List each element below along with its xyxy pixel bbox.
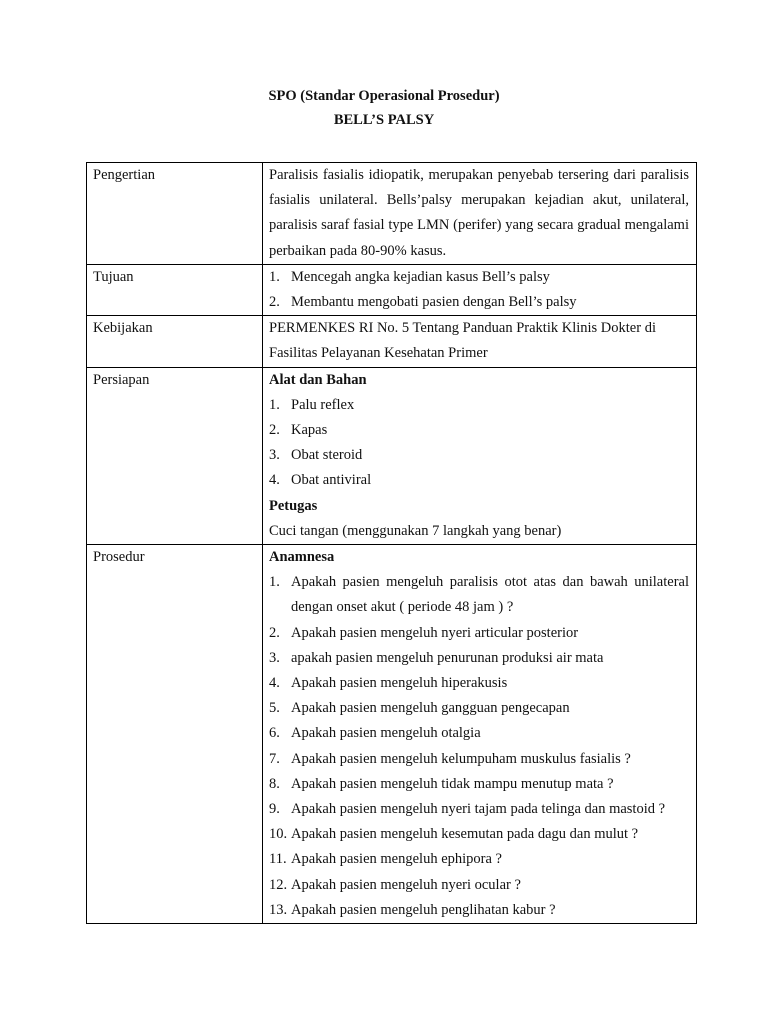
list-text: Apakah pasien mengeluh tidak mampu menutup mata ? xyxy=(291,775,614,792)
list-item xyxy=(269,797,689,822)
list-number: 1. xyxy=(269,396,280,413)
list-text: Apakah pasien mengeluh kelumpuham muskulus fasialis ? xyxy=(291,750,631,767)
list-text: Apakah pasien mengeluh gangguan pengecapan xyxy=(291,700,570,717)
row-label-kebijakan: Kebijakan xyxy=(87,316,263,367)
list-text: Apakah pasien mengeluh ephipora ? xyxy=(291,851,502,868)
row-label-tujuan: Tujuan xyxy=(87,264,263,315)
row-label-prosedur: Prosedur xyxy=(87,545,263,924)
list-text: Apakah pasien mengeluh paralisis otot atas dan bawah unilateral dengan onset akut ( periode 48 jam ) ? xyxy=(291,574,689,616)
row-label-persiapan: Persiapan xyxy=(87,367,263,544)
list-item xyxy=(269,721,689,746)
list-text: Apakah pasien mengeluh otalgia xyxy=(291,725,481,742)
list-text: Palu reflex xyxy=(291,396,355,413)
list-number: 7. xyxy=(269,750,280,767)
list-number: 12. xyxy=(269,876,288,893)
list-item xyxy=(269,822,689,847)
list-item xyxy=(269,873,689,898)
row-pengertian xyxy=(87,163,697,265)
list-number: 2. xyxy=(269,422,280,439)
list-number: 3. xyxy=(269,447,280,464)
row-kebijakan xyxy=(87,316,697,367)
list-item xyxy=(269,393,689,418)
list-text: Apakah pasien mengeluh hiperakusis xyxy=(291,675,508,692)
kebijakan-text: PERMENKES RI No. 5 Tentang Panduan Praktik Klinis Dokter di Fasilitas Pelayanan Kesehatan Primer xyxy=(263,316,697,367)
list-number: 4. xyxy=(269,675,280,692)
list-item xyxy=(269,847,689,872)
list-text: Obat steroid xyxy=(291,447,363,464)
list-item xyxy=(269,898,689,923)
list-item xyxy=(269,570,689,620)
list-item xyxy=(269,290,689,315)
list-number: 1. xyxy=(269,268,280,285)
list-item xyxy=(269,696,689,721)
row-prosedur xyxy=(87,545,697,924)
list-item xyxy=(269,671,689,696)
persiapan-content xyxy=(263,367,697,544)
list-text: Apakah pasien mengeluh nyeri articular posterior xyxy=(291,624,579,641)
list-text: Kapas xyxy=(291,422,328,439)
list-text: apakah pasien mengeluh penurunan produksi air mata xyxy=(291,649,604,666)
anamnesa-heading: Anamnesa xyxy=(269,549,335,566)
row-persiapan xyxy=(87,367,697,544)
list-item xyxy=(269,265,689,290)
list-item xyxy=(269,747,689,772)
list-number: 10. xyxy=(269,826,288,843)
list-text: Apakah pasien mengeluh kesemutan pada dagu dan mulut ? xyxy=(291,826,639,843)
list-item xyxy=(269,468,689,493)
list-text: Apakah pasien mengeluh nyeri tajam pada telinga dan mastoid ? xyxy=(291,801,666,818)
petugas-heading: Petugas xyxy=(269,497,318,514)
row-label-pengertian: Pengertian xyxy=(87,163,263,265)
list-text: Obat antiviral xyxy=(291,472,372,489)
list-item xyxy=(269,418,689,443)
list-number: 3. xyxy=(269,649,280,666)
list-text: Membantu mengobati pasien dengan Bell’s palsy xyxy=(291,294,577,311)
list-text: Apakah pasien mengeluh nyeri ocular ? xyxy=(291,876,521,893)
list-number: 5. xyxy=(269,700,280,717)
document-subtitle: BELL’S PALSY xyxy=(333,112,435,128)
prosedur-content xyxy=(263,545,697,924)
list-number: 1. xyxy=(269,574,280,591)
list-number: 6. xyxy=(269,725,280,742)
document-title: SPO (Standar Operasional Prosedur) xyxy=(268,88,500,104)
list-item xyxy=(269,646,689,671)
list-number: 2. xyxy=(269,294,280,311)
list-text: Mencegah angka kejadian kasus Bell’s palsy xyxy=(291,268,550,285)
list-number: 13. xyxy=(269,901,288,918)
row-tujuan xyxy=(87,264,697,315)
list-number: 11. xyxy=(269,851,287,868)
list-number: 9. xyxy=(269,801,280,818)
petugas-text: Cuci tangan (menggunakan 7 langkah yang benar) xyxy=(269,522,562,539)
list-text: Apakah pasien mengeluh penglihatan kabur ? xyxy=(291,901,556,918)
tujuan-list xyxy=(263,264,697,315)
pengertian-text: Paralisis fasialis idiopatik, merupakan penyebab tersering dari paralisis fasialis unilateral. Bells’palsy merupakan kejadian akut, unilateral, paralisis saraf fasial type LMN (perifer) yang secara gradual mengalami perbaikan pada 80-90% kasus. xyxy=(263,163,697,265)
list-item xyxy=(269,772,689,797)
list-item xyxy=(269,443,689,468)
list-item xyxy=(269,621,689,646)
spo-table xyxy=(86,162,697,924)
list-number: 8. xyxy=(269,775,280,792)
list-number: 4. xyxy=(269,472,280,489)
list-number: 2. xyxy=(269,624,280,641)
alat-heading: Alat dan Bahan xyxy=(269,371,367,388)
